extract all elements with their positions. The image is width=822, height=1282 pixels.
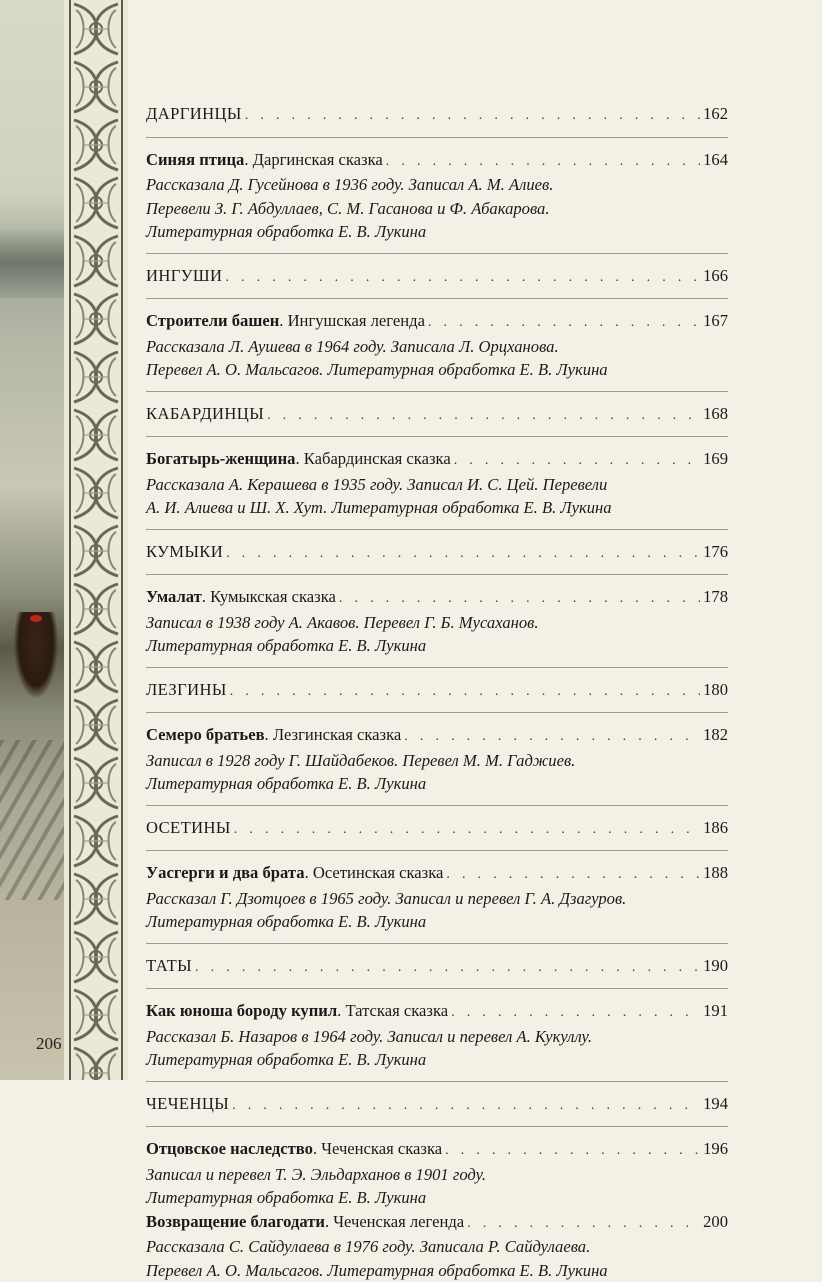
section-heading-label: ТАТЫ: [146, 954, 192, 978]
entry-label: [146, 309, 425, 333]
section-heading-label: ЛЕЗГИНЫ: [146, 678, 227, 702]
section-heading-label: КУМЫКИ: [146, 540, 223, 564]
painting-bird: [14, 612, 58, 698]
entry-subtitle: . Чеченская сказка: [313, 1139, 442, 1158]
toc-entry[interactable]: [146, 1210, 728, 1236]
toc-section: [146, 1092, 728, 1282]
leader-dots: [232, 1094, 700, 1118]
section-page-number: 162: [703, 102, 728, 126]
painting-bird-crest: [30, 615, 42, 622]
section-page-number: 176: [703, 540, 728, 564]
entry-credit-line: Перевел А. О. Мальсагов. Литературная обработка Е. В. Лукина: [146, 1259, 728, 1282]
leader-dots: [339, 587, 700, 611]
entry-label: [146, 723, 401, 747]
entry-credit-line: Рассказала А. Керашева в 1935 году. Записал И. С. Цей. Перевели: [146, 473, 728, 497]
section-heading-label: ЧЕЧЕНЦЫ: [146, 1092, 229, 1116]
entry-credit-line: Записал и перевел Т. Э. Эльдарханов в 1901 году.: [146, 1163, 728, 1187]
toc-entry[interactable]: [146, 447, 728, 473]
entry-title: Семеро братьев: [146, 725, 265, 744]
entry-title: Уасгерги и два брата: [146, 863, 305, 882]
entry-credit-line: Литературная обработка Е. В. Лукина: [146, 772, 728, 796]
leader-dots: [267, 404, 700, 428]
entry-subtitle: . Кабардинская сказка: [295, 449, 450, 468]
entry-credit-line: Записал в 1938 году А. Акавов. Перевел Г. Б. Мусаханов.: [146, 611, 728, 635]
toc-entry[interactable]: [146, 1137, 728, 1163]
section-page-number: 194: [703, 1092, 728, 1116]
entry-subtitle: . Кумыкская сказка: [202, 587, 336, 606]
entry-subtitle: . Ингушская легенда: [279, 311, 425, 330]
toc-entry[interactable]: [146, 585, 728, 611]
entry-title: Отцовское наследство: [146, 1139, 313, 1158]
toc-entry[interactable]: [146, 723, 728, 749]
entry-label: [146, 861, 443, 885]
section-page-number: 186: [703, 816, 728, 840]
toc-entry[interactable]: [146, 861, 728, 887]
entry-credit-line: Рассказала Д. Гусейнова в 1936 году. Записал А. М. Алиев.: [146, 173, 728, 197]
leader-dots: [467, 1212, 700, 1236]
divider-line: [146, 529, 728, 530]
section-heading-label: ИНГУШИ: [146, 264, 222, 288]
toc-section: [146, 540, 728, 668]
leader-dots: [195, 956, 700, 980]
entry-credit-line: Рассказала С. Сайдулаева в 1976 году. Записала Р. Сайдулаева.: [146, 1235, 728, 1259]
leader-dots: [445, 1139, 700, 1163]
section-heading[interactable]: [146, 1092, 728, 1118]
section-heading[interactable]: [146, 402, 728, 428]
entry-page-number: 191: [703, 999, 728, 1023]
section-heading-label: КАБАРДИНЦЫ: [146, 402, 264, 426]
entry-page-number: 200: [703, 1210, 728, 1234]
divider-line: [146, 436, 728, 437]
leader-dots: [446, 863, 700, 887]
section-page-number: 168: [703, 402, 728, 426]
section-heading[interactable]: [146, 102, 728, 128]
entry-page-number: 196: [703, 1137, 728, 1161]
entry-label: [146, 148, 383, 172]
divider-line: [146, 988, 728, 989]
section-heading-label: ОСЕТИНЫ: [146, 816, 231, 840]
toc-section: [146, 816, 728, 944]
divider-line: [146, 391, 728, 392]
toc-section: [146, 954, 728, 1082]
entry-credit-line: А. И. Алиева и Ш. Х. Хут. Литературная обработка Е. В. Лукина: [146, 496, 728, 520]
toc-section: [146, 102, 728, 254]
entry-page-number: 169: [703, 447, 728, 471]
entry-title: Синяя птица: [146, 150, 244, 169]
ornamental-border: [64, 0, 128, 1080]
entry-title: Умалат: [146, 587, 202, 606]
section-heading[interactable]: [146, 678, 728, 704]
toc-entry[interactable]: [146, 148, 728, 174]
entry-title: Богатырь-женщина: [146, 449, 295, 468]
divider-line: [146, 137, 728, 138]
entry-label: [146, 447, 451, 471]
leader-dots: [428, 311, 700, 335]
entry-label: [146, 1137, 442, 1161]
entry-label: [146, 1210, 464, 1234]
toc-section: [146, 402, 728, 530]
entry-page-number: 164: [703, 148, 728, 172]
divider-line: [146, 1126, 728, 1127]
leader-dots: [225, 266, 700, 290]
divider-line: [146, 574, 728, 575]
entry-credit-line: Записал в 1928 году Г. Шайдабеков. Перевел М. М. Гаджиев.: [146, 749, 728, 773]
leader-dots: [386, 150, 700, 174]
section-page-number: 190: [703, 954, 728, 978]
entry-credit-line: Перевели З. Г. Абдуллаев, С. М. Гасанова и Ф. Абакарова.: [146, 197, 728, 221]
entry-credit-line: Рассказала Л. Аушева в 1964 году. Записала Л. Орцханова.: [146, 335, 728, 359]
toc-entry[interactable]: [146, 309, 728, 335]
divider-line: [146, 943, 728, 944]
leader-dots: [451, 1001, 700, 1025]
entry-credit-line: Литературная обработка Е. В. Лукина: [146, 1048, 728, 1072]
divider-line: [146, 850, 728, 851]
section-heading[interactable]: [146, 954, 728, 980]
entry-title: Как юноша бороду купил: [146, 1001, 337, 1020]
table-of-contents: [146, 102, 728, 1282]
leader-dots: [234, 818, 700, 842]
entry-title: Возвращение благодати: [146, 1212, 325, 1231]
divider-line: [146, 712, 728, 713]
entry-title: Строители башен: [146, 311, 279, 330]
entry-subtitle: . Чеченская легенда: [325, 1212, 464, 1231]
divider-line: [146, 1081, 728, 1082]
entry-page-number: 182: [703, 723, 728, 747]
divider-line: [146, 253, 728, 254]
divider-line: [146, 805, 728, 806]
toc-section: [146, 678, 728, 806]
entry-credit-line: Перевел А. О. Мальсагов. Литературная обработка Е. В. Лукина: [146, 358, 728, 382]
toc-section: [146, 264, 728, 392]
section-heading[interactable]: [146, 816, 728, 842]
divider-line: [146, 667, 728, 668]
leader-dots: [404, 725, 700, 749]
section-page-number: 166: [703, 264, 728, 288]
entry-page-number: 167: [703, 309, 728, 333]
section-heading[interactable]: [146, 264, 728, 290]
entry-credit-line: Литературная обработка Е. В. Лукина: [146, 220, 728, 244]
entry-subtitle: . Даргинская сказка: [244, 150, 382, 169]
entry-label: [146, 999, 448, 1023]
entry-credit-line: Рассказал Б. Назаров в 1964 году. Записал и перевел А. Кукуллу.: [146, 1025, 728, 1049]
entry-credit-line: Литературная обработка Е. В. Лукина: [146, 910, 728, 934]
entry-credit-line: Литературная обработка Е. В. Лукина: [146, 1186, 728, 1210]
entry-page-number: 188: [703, 861, 728, 885]
entry-page-number: 178: [703, 585, 728, 609]
leader-dots: [245, 104, 700, 128]
section-page-number: 180: [703, 678, 728, 702]
page-number: 206: [36, 1034, 62, 1054]
leader-dots: [230, 680, 700, 704]
section-heading-label: ДАРГИНЦЫ: [146, 102, 242, 126]
entry-subtitle: . Татская сказка: [337, 1001, 448, 1020]
entry-credit-line: Литературная обработка Е. В. Лукина: [146, 634, 728, 658]
toc-entry[interactable]: [146, 999, 728, 1025]
section-heading[interactable]: [146, 540, 728, 566]
leader-dots: [226, 542, 700, 566]
divider-line: [146, 298, 728, 299]
leader-dots: [454, 449, 700, 473]
entry-subtitle: . Лезгинская сказка: [265, 725, 402, 744]
entry-credit-line: Рассказал Г. Дзотцоев в 1965 году. Записал и перевел Г. А. Дзагуров.: [146, 887, 728, 911]
entry-label: [146, 585, 336, 609]
knotwork-ornament: [64, 0, 128, 1080]
entry-subtitle: . Осетинская сказка: [305, 863, 444, 882]
